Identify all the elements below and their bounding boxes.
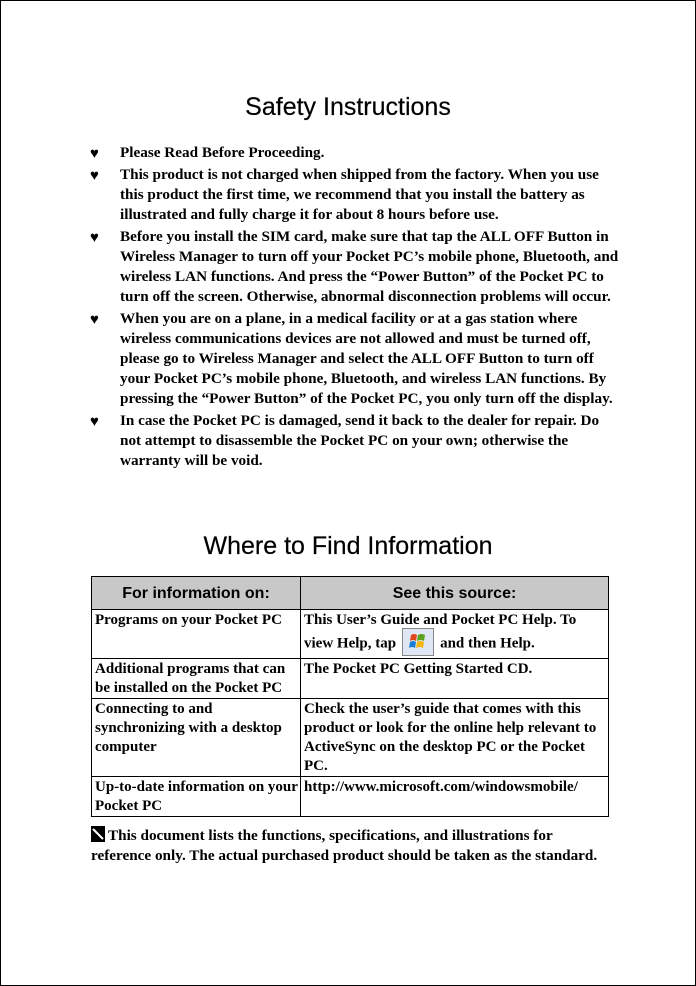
table-row (92, 610, 609, 659)
source-cell (301, 610, 609, 659)
heart-bullet-icon: ♥ (90, 146, 99, 162)
text-run: and select the (316, 350, 411, 367)
item-text: In case the Pocket PC is damaged, send it back to the dealer for repair. Do not attempt to disassemble the Pocket PC on your own; otherwise the warranty will be void. (120, 412, 600, 469)
column-header-source: See this source: (301, 577, 609, 610)
information-table (91, 576, 609, 817)
item-text (120, 309, 620, 409)
all-off-keyword: ALL OFF (410, 350, 475, 367)
help-keyword: Help (500, 635, 531, 652)
topic-cell: Up-to-date information on your Pocket PC (92, 777, 301, 817)
heart-bullet-icon: ♥ (90, 168, 99, 184)
topic-cell: Additional programs that can be installed on the Pocket PC (92, 659, 301, 699)
text-run: This User’s Guide and Pocket PC Help. To view Help, tap (304, 612, 577, 652)
windows-start-icon (402, 628, 434, 656)
wireless-manager-keyword: Wireless Manager (120, 248, 238, 265)
where-to-find-title: Where to Find Information (203, 532, 493, 560)
table-row (92, 699, 609, 777)
topic-cell: Programs on your Pocket PC (92, 610, 301, 659)
table-row (92, 659, 609, 699)
item-text (120, 227, 620, 307)
column-header-topic: For information on: (92, 577, 301, 610)
note-paragraph (91, 826, 611, 866)
text-run: When you are on a plane, in a medical facility or at a gas station where wireless communications devices are not allowed and must be turned off, please go to (120, 310, 591, 367)
safety-list (90, 143, 620, 473)
text-run: . (530, 635, 535, 652)
text-run: Button to turn off your Pocket PC’s mobile phone, Bluetooth, and wireless LAN functions. By pressing the “Power Button” of the Pocket PC, you only turn off the display. (120, 350, 613, 407)
table-header-row (92, 577, 609, 610)
source-cell: http://www.microsoft.com/windowsmobile/ (301, 777, 609, 817)
wireless-manager-keyword: Wireless Manager (198, 350, 317, 367)
source-cell: Check the user’s guide that comes with this product or look for the online help relevant to ActiveSync on the desktop PC or the Pocket PC. (301, 699, 609, 777)
heart-bullet-icon: ♥ (90, 414, 99, 430)
topic-cell: Connecting to and synchronizing with a desktop computer (92, 699, 301, 777)
all-off-keyword: ALL OFF (479, 228, 544, 245)
list-item (90, 165, 620, 225)
list-item (90, 309, 620, 409)
table-row (92, 777, 609, 817)
item-text: This product is not charged when shipped from the factory. When you use this product the first time, we recommend that you install the battery as illustrated and fully charge it for about 8 hours before use. (120, 166, 599, 223)
text-run: Before you install the SIM card, make sure that tap the (120, 228, 480, 245)
text-run: Button in (543, 228, 609, 245)
list-item (90, 143, 620, 163)
note-pencil-icon (91, 826, 105, 842)
text-run: and then (440, 635, 497, 652)
source-cell: The Pocket PC Getting Started CD. (301, 659, 609, 699)
text-run: to turn off your Pocket PC’s mobile phone, Bluetooth, and wireless LAN functions. And press the “Power Button” of the Pocket PC to turn off the screen. Otherwise, abnormal disconnection problems will occur. (120, 248, 619, 305)
list-item (90, 227, 620, 307)
heart-bullet-icon: ♥ (90, 312, 99, 328)
note-text: This document lists the functions, specifications, and illustrations for reference only. The actual purchased product should be taken as the standard. (91, 827, 598, 864)
item-text: Please Read Before Proceeding. (120, 144, 325, 161)
list-item (90, 411, 620, 471)
heart-bullet-icon: ♥ (90, 230, 99, 246)
safety-instructions-title: Safety Instructions (245, 93, 451, 121)
